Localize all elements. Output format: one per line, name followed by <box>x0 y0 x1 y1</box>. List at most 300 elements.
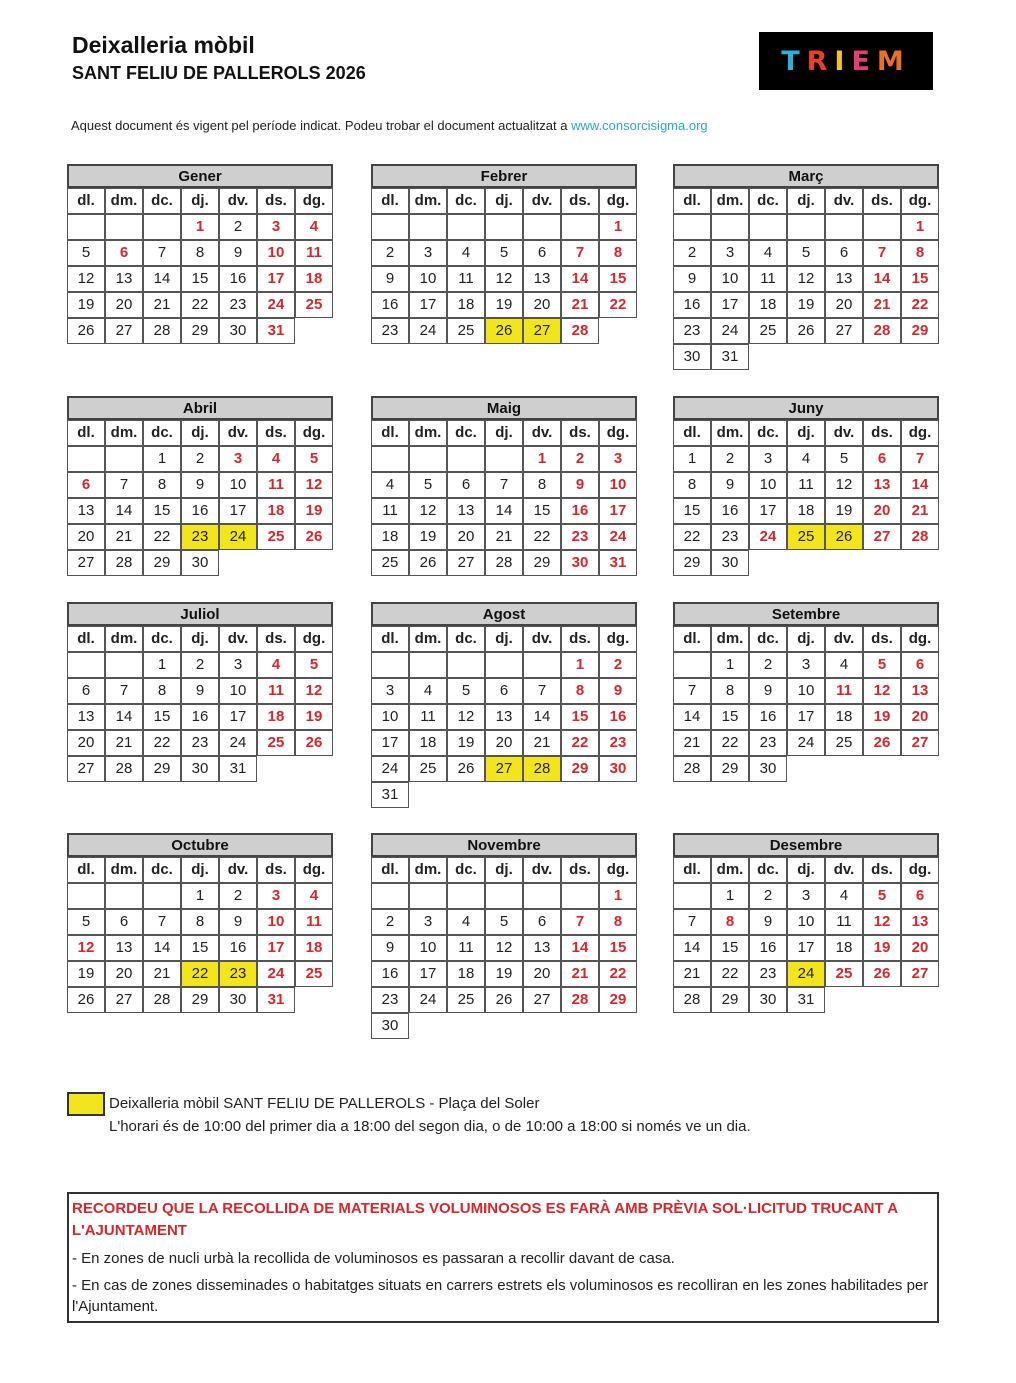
day-cell: 12 <box>485 935 523 961</box>
day-cell: 19 <box>787 292 825 318</box>
day-cell: 13 <box>901 678 939 704</box>
collection-day-cell: 27 <box>523 318 561 344</box>
day-cell: 25 <box>447 318 485 344</box>
day-cell: 20 <box>825 292 863 318</box>
day-cell: 9 <box>561 472 599 498</box>
weekday-header: dv. <box>523 420 561 446</box>
day-cell: 8 <box>901 240 939 266</box>
day-cell: 11 <box>825 678 863 704</box>
day-cell: 18 <box>295 935 333 961</box>
day-cell: 7 <box>105 678 143 704</box>
day-cell: 15 <box>673 498 711 524</box>
day-cell: 9 <box>181 472 219 498</box>
weekday-header: dv. <box>219 857 257 883</box>
month-title: Juny <box>673 396 939 420</box>
logo-letter: R <box>806 45 835 77</box>
day-cell: 14 <box>143 935 181 961</box>
empty-day-cell <box>409 446 447 472</box>
weekday-header: ds. <box>863 626 901 652</box>
collection-day-cell: 23 <box>219 961 257 987</box>
month-març <box>673 164 939 370</box>
day-cell: 8 <box>711 678 749 704</box>
weekday-header: dc. <box>749 420 787 446</box>
day-cell: 14 <box>901 472 939 498</box>
day-cell: 31 <box>787 987 825 1013</box>
day-cell: 14 <box>863 266 901 292</box>
day-cell: 19 <box>825 498 863 524</box>
day-cell: 3 <box>219 652 257 678</box>
weekday-header: dv. <box>219 626 257 652</box>
weekday-header: dl. <box>673 420 711 446</box>
day-cell: 3 <box>711 240 749 266</box>
weekday-header: dg. <box>295 626 333 652</box>
day-cell: 16 <box>219 935 257 961</box>
notice-box <box>67 1192 939 1323</box>
day-cell: 15 <box>143 704 181 730</box>
day-cell: 27 <box>105 318 143 344</box>
day-cell: 17 <box>787 935 825 961</box>
empty-day-cell <box>523 883 561 909</box>
day-cell: 26 <box>447 756 485 782</box>
day-cell: 2 <box>181 652 219 678</box>
day-cell: 9 <box>371 266 409 292</box>
day-cell: 12 <box>787 266 825 292</box>
weekday-header: dv. <box>523 626 561 652</box>
day-cell: 15 <box>711 935 749 961</box>
weekday-header: dc. <box>143 420 181 446</box>
day-cell: 6 <box>825 240 863 266</box>
day-cell: 12 <box>485 266 523 292</box>
weekday-header: dl. <box>371 420 409 446</box>
weekday-header: ds. <box>863 420 901 446</box>
day-cell: 1 <box>143 652 181 678</box>
day-cell: 8 <box>561 678 599 704</box>
day-cell: 5 <box>485 240 523 266</box>
day-cell: 11 <box>447 266 485 292</box>
month-maig <box>371 396 637 576</box>
weekday-header: dc. <box>447 626 485 652</box>
empty-day-cell <box>371 446 409 472</box>
day-cell: 18 <box>447 961 485 987</box>
day-cell: 12 <box>295 472 333 498</box>
collection-day-cell: 23 <box>181 524 219 550</box>
day-cell: 4 <box>447 240 485 266</box>
day-cell: 25 <box>409 756 447 782</box>
day-cell: 22 <box>901 292 939 318</box>
collection-day-cell: 26 <box>485 318 523 344</box>
day-cell: 5 <box>825 446 863 472</box>
page-title: Deixalleria mòbil <box>72 32 255 58</box>
empty-day-cell <box>409 883 447 909</box>
day-cell: 18 <box>787 498 825 524</box>
day-cell: 29 <box>181 318 219 344</box>
logo-letter: I <box>834 45 852 77</box>
day-cell: 23 <box>561 524 599 550</box>
day-cell: 2 <box>371 240 409 266</box>
day-cell: 29 <box>523 550 561 576</box>
day-cell: 13 <box>105 266 143 292</box>
day-cell: 30 <box>749 987 787 1013</box>
empty-day-cell <box>523 652 561 678</box>
website-link[interactable]: www.consorcisigma.org <box>571 118 708 133</box>
day-cell: 27 <box>447 550 485 576</box>
day-cell: 17 <box>711 292 749 318</box>
day-cell: 14 <box>673 704 711 730</box>
day-cell: 5 <box>447 678 485 704</box>
weekday-header: dg. <box>901 188 939 214</box>
weekday-header: dl. <box>673 857 711 883</box>
day-cell: 28 <box>105 550 143 576</box>
day-cell: 10 <box>219 472 257 498</box>
day-cell: 24 <box>787 730 825 756</box>
page-subtitle: SANT FELIU DE PALLEROLS 2026 <box>72 63 366 83</box>
weekday-header: dc. <box>143 626 181 652</box>
day-cell: 3 <box>599 446 637 472</box>
day-cell: 5 <box>863 883 901 909</box>
day-cell: 4 <box>371 472 409 498</box>
weekday-header: dl. <box>67 420 105 446</box>
day-cell: 22 <box>673 524 711 550</box>
day-cell: 13 <box>523 266 561 292</box>
day-cell: 13 <box>67 498 105 524</box>
weekday-header: dm. <box>711 626 749 652</box>
day-cell: 20 <box>105 292 143 318</box>
empty-day-cell <box>485 652 523 678</box>
collection-day-cell: 28 <box>523 756 561 782</box>
day-cell: 23 <box>711 524 749 550</box>
weekday-header: dv. <box>219 188 257 214</box>
day-cell: 18 <box>295 266 333 292</box>
day-cell: 16 <box>371 292 409 318</box>
day-cell: 2 <box>599 652 637 678</box>
day-cell: 21 <box>485 524 523 550</box>
day-cell: 15 <box>599 266 637 292</box>
weekday-header: ds. <box>257 857 295 883</box>
day-cell: 30 <box>181 756 219 782</box>
day-cell: 7 <box>561 240 599 266</box>
weekday-header: dj. <box>485 420 523 446</box>
notice-urban: - En zones de nucli urbà la recollida de voluminosos es passaran a recollir davant de casa. <box>72 1250 675 1267</box>
day-cell: 22 <box>711 961 749 987</box>
day-cell: 29 <box>181 987 219 1013</box>
day-cell: 21 <box>561 292 599 318</box>
day-cell: 4 <box>257 652 295 678</box>
weekday-header: dg. <box>901 420 939 446</box>
day-cell: 17 <box>409 292 447 318</box>
weekday-header: ds. <box>863 188 901 214</box>
day-cell: 3 <box>257 883 295 909</box>
day-cell: 3 <box>371 678 409 704</box>
weekday-header: ds. <box>257 188 295 214</box>
month-title: Febrer <box>371 164 637 188</box>
weekday-header: dv. <box>825 626 863 652</box>
day-cell: 30 <box>219 318 257 344</box>
empty-day-cell <box>711 214 749 240</box>
day-cell: 25 <box>257 730 295 756</box>
day-cell: 18 <box>257 704 295 730</box>
weekday-header: dj. <box>787 420 825 446</box>
empty-day-cell <box>749 214 787 240</box>
day-cell: 3 <box>787 883 825 909</box>
collection-day-cell: 26 <box>825 524 863 550</box>
day-cell: 5 <box>67 240 105 266</box>
month-title: Abril <box>67 396 333 420</box>
day-cell: 11 <box>787 472 825 498</box>
empty-day-cell <box>105 883 143 909</box>
weekday-header: ds. <box>561 626 599 652</box>
day-cell: 24 <box>257 961 295 987</box>
day-cell: 11 <box>295 909 333 935</box>
day-cell: 19 <box>409 524 447 550</box>
day-cell: 21 <box>673 730 711 756</box>
weekday-header: dm. <box>711 857 749 883</box>
day-cell: 12 <box>67 266 105 292</box>
day-cell: 13 <box>825 266 863 292</box>
day-cell: 1 <box>599 883 637 909</box>
day-cell: 11 <box>371 498 409 524</box>
empty-day-cell <box>447 446 485 472</box>
day-cell: 23 <box>181 730 219 756</box>
weekday-header: dg. <box>599 188 637 214</box>
day-cell: 18 <box>825 704 863 730</box>
day-cell: 4 <box>409 678 447 704</box>
collection-day-cell: 24 <box>219 524 257 550</box>
weekday-header: dj. <box>181 188 219 214</box>
day-cell: 10 <box>787 909 825 935</box>
day-cell: 26 <box>295 524 333 550</box>
empty-day-cell <box>371 652 409 678</box>
day-cell: 27 <box>105 987 143 1013</box>
day-cell: 17 <box>219 498 257 524</box>
day-cell: 6 <box>901 883 939 909</box>
day-cell: 18 <box>825 935 863 961</box>
day-cell: 25 <box>257 524 295 550</box>
day-cell: 28 <box>901 524 939 550</box>
empty-day-cell <box>105 652 143 678</box>
day-cell: 12 <box>67 935 105 961</box>
day-cell: 6 <box>67 678 105 704</box>
empty-day-cell <box>105 214 143 240</box>
day-cell: 2 <box>219 883 257 909</box>
day-cell: 7 <box>485 472 523 498</box>
day-cell: 20 <box>523 961 561 987</box>
day-cell: 2 <box>711 446 749 472</box>
day-cell: 25 <box>749 318 787 344</box>
day-cell: 15 <box>711 704 749 730</box>
day-cell: 24 <box>219 730 257 756</box>
day-cell: 22 <box>523 524 561 550</box>
day-cell: 8 <box>143 678 181 704</box>
day-cell: 15 <box>181 266 219 292</box>
legend-yellow-swatch <box>67 1092 105 1116</box>
day-cell: 17 <box>787 704 825 730</box>
day-cell: 12 <box>863 678 901 704</box>
weekday-header: dc. <box>749 857 787 883</box>
weekday-header: dl. <box>371 857 409 883</box>
weekday-header: dv. <box>825 188 863 214</box>
day-cell: 15 <box>901 266 939 292</box>
day-cell: 16 <box>599 704 637 730</box>
day-cell: 19 <box>485 292 523 318</box>
empty-day-cell <box>673 652 711 678</box>
weekday-header: dc. <box>749 626 787 652</box>
weekday-header: dj. <box>181 857 219 883</box>
day-cell: 30 <box>371 1013 409 1039</box>
empty-day-cell <box>447 652 485 678</box>
day-cell: 18 <box>447 292 485 318</box>
day-cell: 10 <box>257 909 295 935</box>
weekday-header: dc. <box>447 420 485 446</box>
day-cell: 17 <box>257 266 295 292</box>
day-cell: 31 <box>257 318 295 344</box>
month-octubre <box>67 833 333 1013</box>
day-cell: 28 <box>561 987 599 1013</box>
weekday-header: dv. <box>825 420 863 446</box>
day-cell: 17 <box>257 935 295 961</box>
day-cell: 26 <box>67 318 105 344</box>
day-cell: 6 <box>523 240 561 266</box>
day-cell: 9 <box>219 240 257 266</box>
day-cell: 24 <box>711 318 749 344</box>
weekday-header: dm. <box>105 626 143 652</box>
empty-day-cell <box>67 883 105 909</box>
day-cell: 20 <box>901 704 939 730</box>
weekday-header: dl. <box>371 188 409 214</box>
logo-letter: E <box>851 45 877 77</box>
day-cell: 25 <box>371 550 409 576</box>
weekday-header: dg. <box>295 188 333 214</box>
day-cell: 9 <box>599 678 637 704</box>
day-cell: 27 <box>67 550 105 576</box>
day-cell: 26 <box>863 730 901 756</box>
day-cell: 7 <box>673 678 711 704</box>
day-cell: 11 <box>257 678 295 704</box>
empty-day-cell <box>67 652 105 678</box>
day-cell: 28 <box>673 987 711 1013</box>
day-cell: 26 <box>485 987 523 1013</box>
collection-day-cell: 27 <box>485 756 523 782</box>
day-cell: 21 <box>673 961 711 987</box>
weekday-header: dl. <box>673 188 711 214</box>
day-cell: 4 <box>295 214 333 240</box>
day-cell: 26 <box>295 730 333 756</box>
weekday-header: dc. <box>447 188 485 214</box>
empty-day-cell <box>447 214 485 240</box>
day-cell: 18 <box>257 498 295 524</box>
weekday-header: ds. <box>561 188 599 214</box>
day-cell: 31 <box>599 550 637 576</box>
day-cell: 12 <box>863 909 901 935</box>
notice-warning: RECORDEU QUE LA RECOLLIDA DE MATERIALS VOLUMINOSOS ES FARÀ AMB PRÈVIA SOL·LICITUD TRUCANT A L'AJUNTAMENT <box>72 1200 898 1239</box>
day-cell: 11 <box>295 240 333 266</box>
empty-day-cell <box>863 214 901 240</box>
weekday-header: dc. <box>749 188 787 214</box>
day-cell: 27 <box>863 524 901 550</box>
collection-day-cell: 22 <box>181 961 219 987</box>
day-cell: 24 <box>599 524 637 550</box>
collection-day-cell: 25 <box>787 524 825 550</box>
day-cell: 2 <box>673 240 711 266</box>
day-cell: 8 <box>143 472 181 498</box>
day-cell: 15 <box>523 498 561 524</box>
day-cell: 17 <box>749 498 787 524</box>
day-cell: 28 <box>143 318 181 344</box>
day-cell: 14 <box>105 704 143 730</box>
day-cell: 12 <box>295 678 333 704</box>
day-cell: 20 <box>863 498 901 524</box>
day-cell: 3 <box>749 446 787 472</box>
day-cell: 5 <box>295 446 333 472</box>
day-cell: 8 <box>523 472 561 498</box>
day-cell: 25 <box>447 987 485 1013</box>
day-cell: 1 <box>599 214 637 240</box>
weekday-header: dg. <box>295 420 333 446</box>
weekday-header: dg. <box>901 857 939 883</box>
day-cell: 20 <box>67 524 105 550</box>
day-cell: 24 <box>409 987 447 1013</box>
month-setembre <box>673 602 939 782</box>
day-cell: 6 <box>901 652 939 678</box>
day-cell: 22 <box>599 961 637 987</box>
weekday-header: dj. <box>787 626 825 652</box>
day-cell: 28 <box>485 550 523 576</box>
day-cell: 16 <box>711 498 749 524</box>
collection-day-cell: 24 <box>787 961 825 987</box>
empty-day-cell <box>67 214 105 240</box>
day-cell: 2 <box>561 446 599 472</box>
day-cell: 3 <box>787 652 825 678</box>
month-agost <box>371 602 637 808</box>
empty-day-cell <box>673 214 711 240</box>
weekday-header: ds. <box>257 420 295 446</box>
day-cell: 10 <box>599 472 637 498</box>
empty-day-cell <box>143 883 181 909</box>
day-cell: 16 <box>561 498 599 524</box>
logo-letter: M <box>876 45 911 77</box>
day-cell: 6 <box>67 472 105 498</box>
weekday-header: dj. <box>181 420 219 446</box>
weekday-header: dj. <box>181 626 219 652</box>
day-cell: 15 <box>561 704 599 730</box>
day-cell: 19 <box>485 961 523 987</box>
day-cell: 28 <box>561 318 599 344</box>
day-cell: 8 <box>711 909 749 935</box>
day-cell: 26 <box>787 318 825 344</box>
day-cell: 6 <box>105 909 143 935</box>
day-cell: 11 <box>749 266 787 292</box>
day-cell: 29 <box>711 756 749 782</box>
day-cell: 30 <box>599 756 637 782</box>
day-cell: 20 <box>105 961 143 987</box>
day-cell: 14 <box>673 935 711 961</box>
day-cell: 23 <box>749 961 787 987</box>
day-cell: 9 <box>711 472 749 498</box>
empty-day-cell <box>825 214 863 240</box>
weekday-header: dv. <box>219 420 257 446</box>
day-cell: 30 <box>561 550 599 576</box>
month-novembre <box>371 833 637 1039</box>
day-cell: 18 <box>749 292 787 318</box>
day-cell: 24 <box>749 524 787 550</box>
day-cell: 3 <box>409 240 447 266</box>
weekday-header: dg. <box>295 857 333 883</box>
day-cell: 1 <box>901 214 939 240</box>
day-cell: 15 <box>143 498 181 524</box>
day-cell: 1 <box>673 446 711 472</box>
day-cell: 17 <box>599 498 637 524</box>
weekday-header: dj. <box>787 188 825 214</box>
day-cell: 31 <box>257 987 295 1013</box>
